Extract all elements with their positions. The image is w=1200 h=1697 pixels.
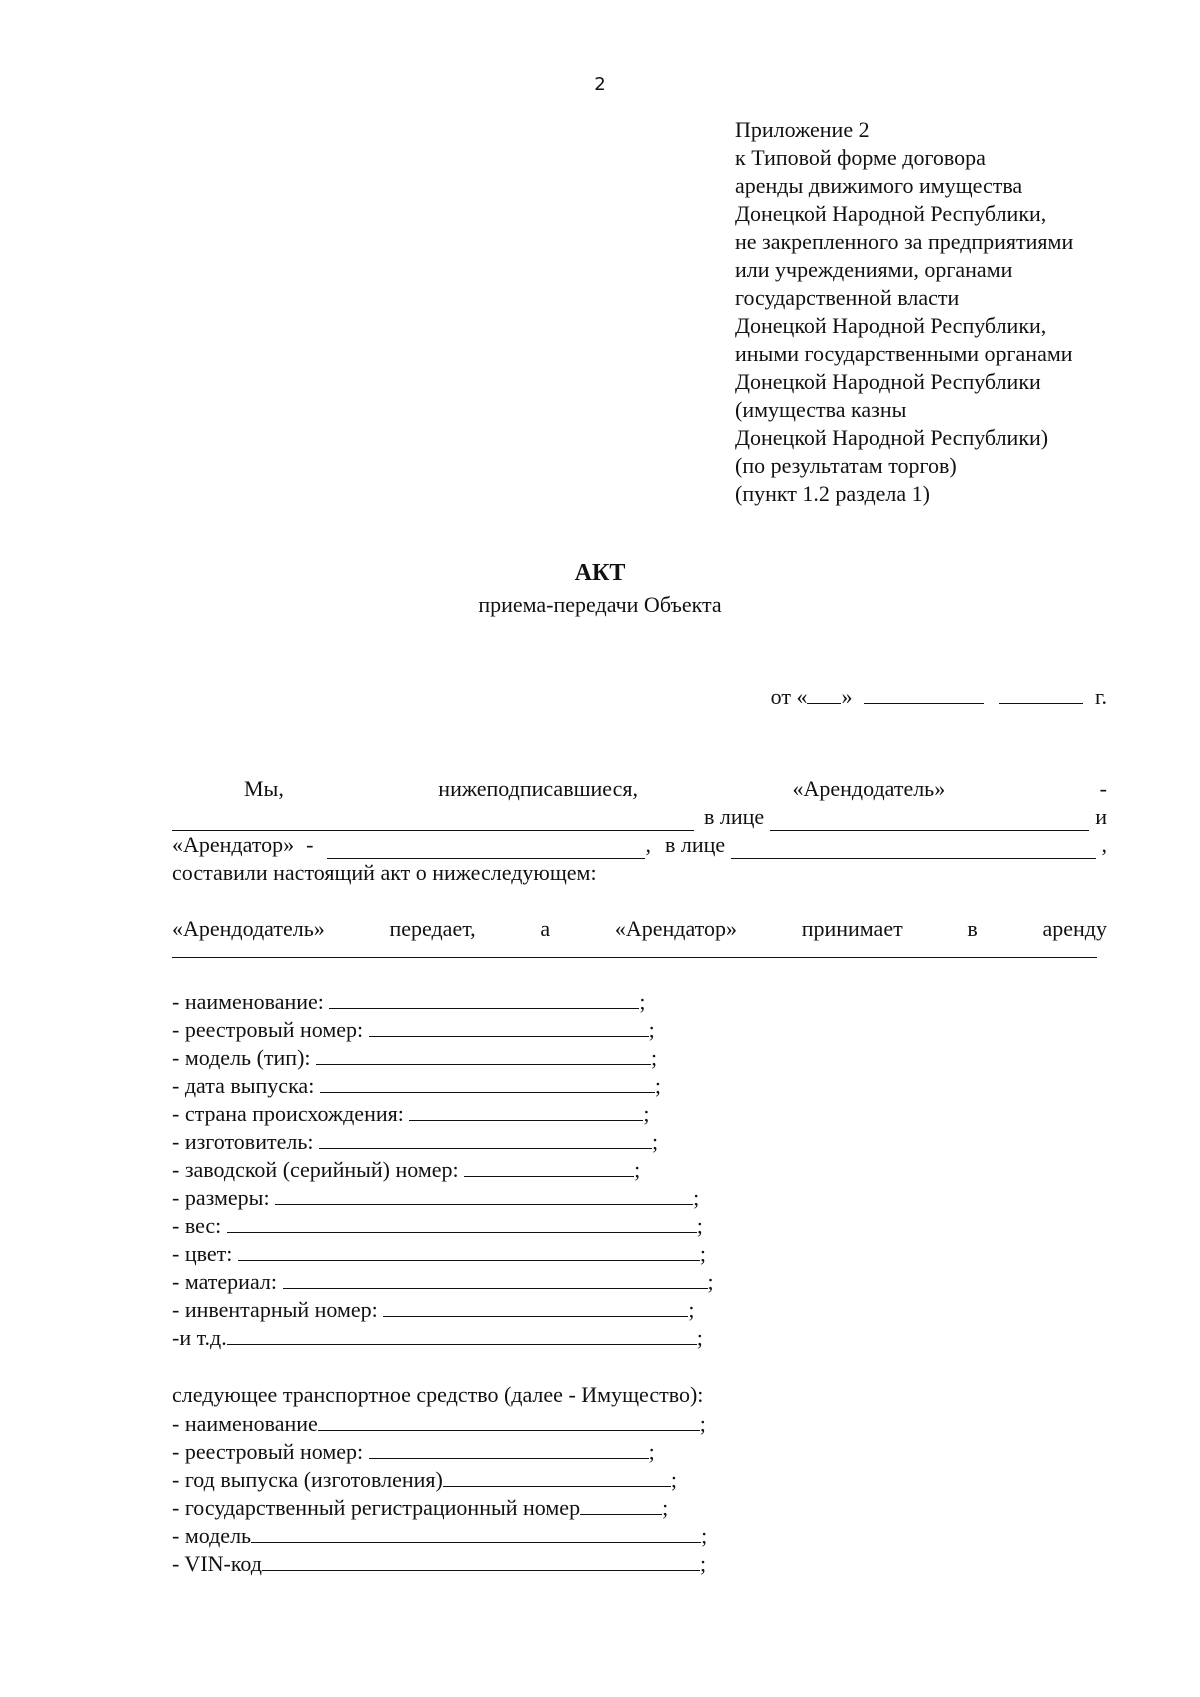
- field-blank[interactable]: [227, 1212, 697, 1233]
- appendix-line: Донецкой Народной Республики,: [735, 201, 1047, 226]
- page-number: 2: [594, 74, 606, 95]
- field-label: - реестровый номер:: [172, 1017, 369, 1042]
- field-blank[interactable]: [383, 1296, 688, 1317]
- field-blank[interactable]: [227, 1324, 697, 1345]
- field-blank[interactable]: [316, 1044, 651, 1065]
- date-year-blank[interactable]: [999, 683, 1083, 704]
- lessee-text: «Арендатор»: [172, 832, 295, 857]
- comma-text-2: ,: [1101, 832, 1107, 857]
- document-subtitle: приема-передачи Объекта: [478, 592, 722, 617]
- appendix-line: (по результатам торгов): [735, 453, 957, 478]
- semicolon: ;: [639, 989, 646, 1014]
- and-text: и: [1095, 804, 1107, 829]
- semicolon: ;: [696, 1213, 703, 1238]
- appendix-line: Донецкой Народной Республики): [735, 425, 1049, 450]
- list-item: [172, 1438, 707, 1466]
- parties-line-1: [172, 775, 1107, 803]
- list-item: [172, 1324, 714, 1352]
- transfer-object-blank[interactable]: [172, 943, 1097, 958]
- field-label: - государственный регистрационный номер: [172, 1495, 581, 1520]
- transfer-word: аренду: [1042, 916, 1107, 941]
- appendix-line: Донецкой Народной Республики: [735, 369, 1041, 394]
- semicolon: ;: [662, 1495, 669, 1520]
- transfer-word: в: [967, 916, 978, 941]
- field-label: - год выпуска (изготовления): [172, 1467, 443, 1492]
- semicolon: ;: [699, 1241, 706, 1266]
- semicolon: ;: [643, 1101, 650, 1126]
- semicolon: ;: [634, 1157, 641, 1182]
- semicolon: ;: [696, 1325, 703, 1350]
- list-item: [172, 1466, 707, 1494]
- list-item: [172, 1072, 714, 1100]
- field-blank[interactable]: [275, 1184, 693, 1205]
- list-item: [172, 1296, 714, 1324]
- transfer-word: передает,: [389, 916, 476, 941]
- semicolon: ;: [701, 1523, 708, 1548]
- list-item: [172, 1044, 714, 1072]
- list-item: [172, 1128, 714, 1156]
- date-mid: »: [841, 684, 853, 709]
- appendix-line: государственной власти: [735, 285, 960, 310]
- appendix-line: к Типовой форме договора: [735, 145, 986, 170]
- field-label: - размеры:: [172, 1185, 276, 1210]
- document-title: АКТ: [574, 560, 626, 586]
- appendix-line: или учреждениями, органами: [735, 257, 1013, 282]
- field-blank[interactable]: [409, 1100, 643, 1121]
- semicolon: ;: [651, 1129, 659, 1154]
- lessee-dash-text: -: [306, 832, 314, 857]
- field-blank[interactable]: [262, 1550, 700, 1571]
- transfer-line: [172, 915, 1107, 943]
- semicolon: ;: [670, 1467, 677, 1492]
- field-label: - материал:: [172, 1269, 283, 1294]
- transfer-word: «Арендодатель»: [172, 916, 325, 941]
- date-month-blank[interactable]: [864, 683, 984, 704]
- transfer-word: принимает: [801, 916, 903, 941]
- field-label: - модель: [172, 1523, 252, 1548]
- transfer-word: а: [540, 916, 551, 941]
- list-item: [172, 1016, 714, 1044]
- property-fields-list: [172, 988, 714, 1352]
- list-item: [172, 1410, 707, 1438]
- field-blank[interactable]: [320, 1072, 655, 1093]
- field-label: - модель (тип):: [172, 1045, 317, 1070]
- semicolon: ;: [693, 1185, 700, 1210]
- list-item: [172, 1550, 707, 1578]
- field-label: - дата выпуска:: [172, 1073, 320, 1098]
- list-item: [172, 1240, 714, 1268]
- dash-text: -: [1099, 776, 1107, 801]
- list-item: [172, 1184, 714, 1212]
- semicolon: ;: [648, 1439, 655, 1464]
- appendix-line: не закрепленного за предприятиями: [735, 229, 1074, 254]
- list-item: [172, 1212, 714, 1240]
- field-blank[interactable]: [369, 1438, 649, 1459]
- date-prefix: от «: [770, 684, 808, 709]
- semicolon: ;: [651, 1045, 658, 1070]
- parties-paragraph: [172, 775, 1107, 887]
- lessor-representative-blank[interactable]: [770, 810, 1089, 831]
- appendix-line: иными государственными органами: [735, 341, 1073, 366]
- vehicle-fields-list: [172, 1410, 707, 1578]
- field-blank[interactable]: [319, 1128, 652, 1149]
- lessee-representative-blank[interactable]: [731, 838, 1095, 859]
- appendix-header: [735, 116, 1175, 508]
- field-label: - заводской (серийный) номер:: [172, 1157, 465, 1182]
- semicolon: ;: [707, 1269, 714, 1294]
- semicolon: ;: [648, 1017, 655, 1042]
- field-blank[interactable]: [251, 1522, 701, 1543]
- parties-line-3: [172, 831, 1107, 859]
- transfer-word: «Арендатор»: [614, 916, 737, 941]
- field-label: - инвентарный номер:: [172, 1297, 384, 1322]
- semicolon: ;: [688, 1297, 695, 1322]
- in-person-text: в лице: [704, 804, 765, 829]
- field-label: - страна происхождения:: [172, 1101, 410, 1126]
- comma-text: ,: [645, 832, 651, 857]
- semicolon: ;: [700, 1551, 707, 1576]
- vehicle-intro: следующее транспортное средство (далее - Имущество):: [172, 1382, 704, 1407]
- field-blank[interactable]: [283, 1268, 708, 1289]
- lessor-text: «Арендодатель»: [792, 776, 946, 801]
- semicolon: ;: [654, 1073, 661, 1098]
- field-label: - вес:: [172, 1213, 227, 1238]
- appendix-line: (пункт 1.2 раздела 1): [735, 481, 930, 506]
- list-item: [172, 1156, 714, 1184]
- appendix-line: (имущества казны: [735, 397, 907, 422]
- lessor-name-blank[interactable]: [172, 810, 694, 831]
- composed-text: составили настоящий акт о нижеследующем:: [172, 860, 597, 885]
- date-day-blank[interactable]: [807, 683, 841, 704]
- field-blank[interactable]: [329, 988, 639, 1009]
- field-label: - наименование:: [172, 989, 330, 1014]
- field-blank[interactable]: [318, 1410, 700, 1431]
- signed-text: нижеподписавшиеся,: [438, 776, 638, 801]
- appendix-line: Донецкой Народной Республики,: [735, 313, 1047, 338]
- field-blank[interactable]: [369, 1016, 649, 1037]
- date-suffix: г.: [1094, 684, 1107, 709]
- field-label: - VIN-код: [172, 1551, 262, 1576]
- lessee-name-blank[interactable]: [327, 838, 645, 859]
- date-line: [771, 683, 1107, 710]
- we-text: Мы,: [244, 776, 284, 801]
- list-item: [172, 1522, 707, 1550]
- field-label: - изготовитель:: [172, 1129, 319, 1154]
- field-label: - наименование: [172, 1411, 318, 1436]
- field-label: - реестровый номер:: [172, 1439, 369, 1464]
- list-item: [172, 1100, 714, 1128]
- appendix-line: аренды движимого имущества: [735, 173, 1023, 198]
- field-blank[interactable]: [464, 1156, 634, 1177]
- in-person-text-2: в лице: [664, 832, 726, 857]
- field-label: -и т.д.: [172, 1325, 227, 1350]
- field-blank[interactable]: [580, 1494, 662, 1515]
- list-item: [172, 1268, 714, 1296]
- field-blank[interactable]: [443, 1466, 671, 1487]
- field-label: - цвет:: [172, 1241, 238, 1266]
- list-item: [172, 1494, 707, 1522]
- list-item: [172, 988, 714, 1016]
- transfer-paragraph: [172, 915, 1107, 958]
- field-blank[interactable]: [238, 1240, 700, 1261]
- parties-line-2: [172, 803, 1107, 831]
- semicolon: ;: [699, 1411, 706, 1436]
- parties-line-4: [172, 859, 1107, 887]
- appendix-line: Приложение 2: [735, 117, 870, 142]
